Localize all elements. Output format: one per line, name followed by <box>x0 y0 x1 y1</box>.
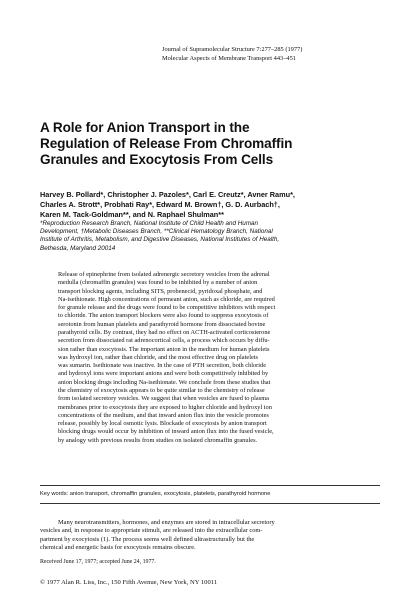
abstract-line: was hydroxyl ion, rather than chloride, and the most effective drug on platelets <box>58 353 259 361</box>
copyright-notice: © 1977 Alan R. Liss, Inc., 150 Fifth Avenue, New York, NY 10011 <box>40 579 218 586</box>
affiliation-line-2: Development, †Metabolic Diseases Branch, **Clinical Hematology Branch, National <box>40 228 273 236</box>
abstract-line: serotonin from human platelets and parathyroid hormone from dissociated bovine <box>58 320 266 328</box>
affiliation-line-4: Bethesda, Maryland 20014 <box>40 244 116 252</box>
abstract-line: was sumarin. Isethionate was inactive. In the case of PTH secretion, both chloride <box>58 362 267 370</box>
abstract-line: Na-isethionate. High concentrations of permeant anion, such as chloride, are required <box>58 295 275 303</box>
abstract-line: medulla (chromaffin granules) was found to be inhibited by a number of anion <box>58 279 258 287</box>
authors-line-1: Harvey B. Pollard*, Christopher J. Pazoles*, Carl E. Creutz*, Avner Ramu*, <box>40 190 295 199</box>
paper-title <box>40 120 370 168</box>
intro-line: partment by exocytosis (1). The process seems well defined ultrastructurally but the <box>40 535 255 543</box>
abstract-line: concentrations of the medium, and that inward anion flux into the vesicle promotes <box>58 411 269 419</box>
authors-line-3: Karen M. Tack-Goldman**, and N. Raphael Shulman** <box>40 209 224 219</box>
abstract-line: secretion from dissociated rat adrenocortical cells, a process which occurs by diffu- <box>58 337 270 345</box>
abstract <box>58 271 374 445</box>
keywords <box>40 491 380 498</box>
keywords-top-rule <box>40 485 380 486</box>
received-dates: Received June 17, 1977; accepted June 24, 1977. <box>40 559 156 565</box>
abstract-line: blocking drugs would occur by inhibition of inward anion flux into the fused vesicle, <box>58 428 274 436</box>
author-list <box>40 190 380 219</box>
journal-line-2: Molecular Aspects of Membrane Transport 443–451 <box>162 54 297 62</box>
abstract-line: membranes prior to exocytosis they are exposed to higher chloride and hydroxyl ion <box>58 403 272 411</box>
journal-citation <box>162 46 392 63</box>
abstract-line: and hydroxyl ions were important anions and were both competitively inhibited by <box>58 370 269 378</box>
title-line-3: Granules and Exocytosis From Cells <box>40 152 274 167</box>
affiliation-line-1: *Reproduction Research Branch, National Institute of Child Health and Human <box>40 220 259 227</box>
affiliations <box>40 220 380 253</box>
keywords-label: Key words: <box>40 491 69 497</box>
abstract-line: sion rather than exocytosis. The important anion in the medium for human platelets <box>58 345 270 353</box>
abstract-line: anion blocking drugs including Na-isethionate. We conclude from these studies that <box>58 378 271 386</box>
abstract-line: the chemistry of exocytosis appears to be quite similar to the chemistry of release <box>58 386 265 394</box>
abstract-line: by analogy with previous results from studies on isolated chromaffin granules. <box>58 436 258 444</box>
intro-line: chemical and energetic basis for exocytosis remains obscure. <box>40 543 196 551</box>
authors-line-2: Charles A. Strott*, Probhati Ray*, Edward M. Brown†, G. D. Aurbach†, <box>40 199 280 209</box>
abstract-line: Release of epinephrine from isolated adrenergic secretory vesicles from the adrenal <box>58 271 270 278</box>
abstract-line: parathyroid cells. By contrast, they had no effect on ACTH-activated corticosterone <box>58 328 271 336</box>
title-line-1: A Role for Anion Transport in the <box>40 120 250 135</box>
introduction-paragraph <box>40 519 380 552</box>
abstract-line: for granule release and the drugs were found to be competitive inhibitors with respect <box>58 304 276 312</box>
title-line-2: Regulation of Release From Chromaffin <box>40 136 293 151</box>
keywords-bottom-rule <box>40 503 380 504</box>
intro-line: vesicles and, in response to appropriate stimuli, are released into the extracellular com- <box>40 527 263 535</box>
abstract-line: to chloride. The anion transport blockers were also found to suppress exocytosis of <box>58 312 269 320</box>
journal-line-1: Journal of Supramolecular Structure 7:277–285 (1977) <box>162 46 303 53</box>
abstract-line: transport blocking agents, including SITS, probenecid, pyridoxal phosphate, and <box>58 287 263 295</box>
intro-line: Many neurotransmitters, hormones, and enzymes are stored in intracellular secretory <box>58 519 275 526</box>
affiliation-line-3: Institute of Arthritis, Metabolism, and Digestive Diseases, National Institutes of Health, <box>40 236 280 244</box>
keywords-text: anion transport, chromaffin granules, exocytosis, platelets, parathyroid hormone <box>69 491 271 497</box>
abstract-line: release, possibly by local osmotic lysis. Blockade of exocytosis by anion transport <box>58 420 267 428</box>
abstract-line: from isolated secretory vesicles. We suggest that when vesicles are fused to plasma <box>58 395 269 403</box>
